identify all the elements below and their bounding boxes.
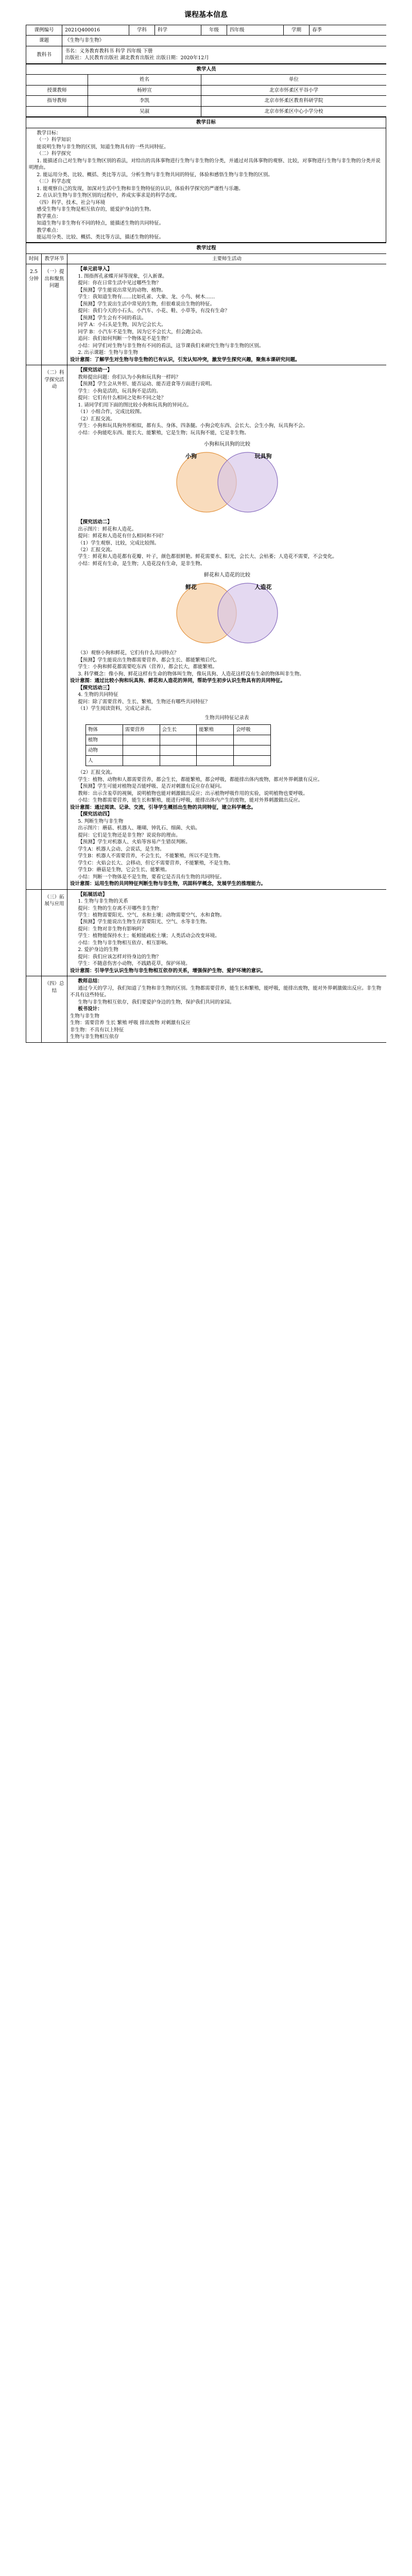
text-line: 4. 生物的共同特征 [78,692,118,698]
record-row-label: 动物 [86,745,123,756]
text-line: 提问：它们是生物还是非生物？说说你的理由。 [78,832,181,838]
text-line: 生物与非生物相互依存 [70,1034,119,1040]
text-line: 【探究活动一】 [78,367,112,374]
text-line: 提问：我们应该怎样对待身边的生物？ [78,954,161,960]
text-line: 【预测】学生能说出生物生存需要阳光、空气、水等非生物。 [78,919,210,925]
team-name: 吴淑 [88,106,201,116]
text-line: （1）学生阅读资料，完成记录表。 [78,706,154,712]
text-line: 提问：鲜花和人造花有什么相同和不同？ [78,533,166,539]
text-line: 提问：除了需要营养、生长、繁殖，生物还有哪些共同特征？ [78,699,210,705]
record-header: 会生长 [160,725,197,735]
text-line: 5. 判断生物与非生物 [78,818,124,824]
team-col-unit: 单位 [201,75,387,85]
team-name: 杨婷宣 [88,85,201,95]
text-line: 学生：不随意伤害小动物，不践踏花草，保护环境。 [78,961,191,967]
text-line: 【预测】学生可能对植物是否能呼吸、是否对刺激有反应存在疑问。 [78,784,225,790]
text-line: 提问：你在日常生活中见过哪些生物？ [78,280,161,286]
venn-right-label: 人造花 [254,584,272,591]
text-line: 学生：植物、动物和人都需要营养，都会生长，都能繁殖，都会呼吸，都能排出体内废物，都对外界刺激有反应。 [78,776,323,783]
record-row [86,745,271,756]
text-line: （一）科学知识 [37,137,71,143]
text-line: 【预测】学生对机器人、火焰等容易产生错误判断。 [78,839,191,845]
record-header: 物体 [86,725,123,735]
text-line: 2. 出示课题：生物与非生物 [78,350,138,356]
subject-label: 学科 [129,25,155,35]
record-header: 能繁殖 [197,725,234,735]
text-line: 1. 图指挥孔雀蝶开屏等现象，引入新课。 [78,273,167,279]
text-line: 【探究活动二】 [78,519,112,526]
textbook-label: 教科书 [26,46,62,63]
venn-title: 鲜花和人造花的比较 [203,572,250,579]
team-unit: 北京市怀柔区教育科研学院 [201,96,387,106]
venn-right-circle [218,583,278,643]
team-unit: 北京市怀柔区中心小学分校 [201,106,387,116]
text-line: 小结：判断一个物体是不是生物，要看它是否具有生物的共同特征。 [78,874,225,880]
text-line: 【拓展活动】 [78,891,108,897]
goals-table [26,117,386,243]
process-header: 教学过程 [26,243,387,253]
text-line: 小结：生物都需要营养，能生长和繁殖，能进行呼吸，能排出体内产生的废物，能对外界刺激做出反应。 [78,798,303,804]
text-line: （三）科学态度 [37,179,71,185]
stage-content [67,889,387,976]
team-col-name: 姓名 [88,75,201,85]
venn-diagram-flower [134,569,320,647]
text-line: 设计意图：通过比较小狗和玩具狗、鲜花和人造花的异同，帮助学生初步认识生物具有的共同特征。 [70,678,286,684]
col-stage: 时间 [26,253,42,264]
text-line: 2. 能运用分类、比较、概括、类比等方法，分析生物与非生物共同的特征，体验和感悟生物与非生物的区别。 [37,172,273,178]
team-role: 授课教师 [26,85,88,95]
record-row [86,756,271,766]
text-line: 学生：我知道生物有……比如孔雀、大象、龙、小鸟、树木…… [78,294,215,300]
text-line: 1. 能观察自己的发现，加深对生活中生物和非生物特征的认识，体验科学探究的严谨性与乐趣。 [37,185,244,192]
text-line: 感受生物与非生物是相互依存的，能爱护身边的生物。 [37,207,154,213]
text-line: （2）汇报交流。 [78,770,115,776]
text-line: 【探究活动三】 [78,685,112,691]
goals-header: 教学目标 [26,117,386,128]
textbook-line: 出版社：人民教育出版社 湖北教育出版社 出版日期：2020年12月 [65,55,209,61]
text-line: 2. 爱护身边的生物 [78,947,118,953]
text-line: 提问：生物的生存离不开哪些非生物？ [78,905,161,911]
stage-row [26,976,387,1042]
info-table [26,25,386,64]
text-line: 学生B：机器人不需要营养，不会生长，不能繁殖，所以不是生物。 [78,853,224,859]
stage-content [67,976,387,1042]
text-line: 学生D：蘑菇是生物，它会生长、能繁殖。 [78,867,170,873]
text-line: 学生A：机器人会动、会说话，是生物。 [78,846,165,852]
text-line: 追问：我们如何判断一个物体是不是生物？ [78,336,171,342]
text-line: 小结：鲜花有生命，是生物；人造花没有生命，是非生物。 [78,561,205,567]
text-line: 学生C：火焰会长大、会移动，但它不需要营养，不能繁殖，不是生物。 [78,860,233,866]
record-row-label: 人 [86,756,123,766]
text-line: 【预测】学生会从外形、能否运动、能否进食等方面进行说明。 [78,381,215,387]
team-name: 李凯 [88,96,201,106]
text-line: 1. 能描述自己对生物与非生物区别的看法，对给出的具体事物进行生物与非生物的分类，并通过对具体事物的观察、比较，对事物进行生物与非生物的分类并说明理由。 [29,158,381,171]
text-line: 教师：出示含羞草的视频，说明植物也能对刺激做出反应；出示植物呼吸作用的实验，说明植物也要呼吸。 [78,790,308,796]
text-line: （四）科学、技术、社会与环境 [37,199,106,206]
text-line: 2. 在认识生物与非生物区别的过程中，养成实事求是的科学态度。 [37,193,180,199]
text-line: 1. 请同学们用下面的图比较小狗和玩具狗的异同点。 [78,402,192,408]
record-table [85,724,271,766]
record-row [86,735,271,745]
team-row [26,106,387,116]
record-row-label: 植物 [86,735,123,745]
text-line: 设计意图：引导学生认识生物与非生物相互依存的关系，增强保护生物、爱护环境的意识。 [70,968,266,974]
goals-body [26,128,386,243]
text-line: 生物：需要营养 生长 繁殖 呼吸 排出废物 对刺激有反应 [70,1020,191,1026]
text-line: 小结：同学们对生物与非生物有不同的看法，这节课我们来研究生物与非生物的区别。 [78,343,264,349]
subject-value: 科学 [155,25,201,35]
code-label: 课例编号 [26,25,62,35]
doc-title: 课程基本信息 [184,11,228,19]
stage-row [26,889,387,976]
text-line: 知道生物与非生物有不同的特点，能描述生物的共同特征。 [37,221,164,227]
team-table [26,64,386,117]
text-line: 1. 生物与非生物的关系 [78,899,128,905]
stage-name: （三）拓展与应用 [42,889,67,976]
text-line: （1）学生观察、比较，完成比较图。 [78,540,160,546]
text-line: 出示图片：蘑菇、机器人、珊瑚、钟乳石、细菌、火焰。 [78,825,200,832]
text-line: 小结：小狗能吃东西、能长大、能繁殖，它是生物；玩具狗不能，它是非生物。 [78,430,249,436]
text-line: 同学 A：小石头是生物，因为它会长大。 [78,322,166,328]
venn-right-label: 玩具狗 [254,453,272,460]
text-line: （3）观察小狗和鲜花，它们有什么共同特点？ [78,650,179,656]
text-line: 设计意图：运用生物的共同特征判断生物与非生物，巩固科学概念，发展学生的推理能力。 [70,881,266,887]
team-role: 指导教师 [26,96,88,106]
venn-left-label: 小狗 [185,453,197,460]
text-line: 同学 B：小汽车不是生物，因为它不会长大，但会跑会动。 [78,329,205,335]
topic-value: 《生物与非生物》 [62,36,387,46]
term-value: 春季 [310,25,387,35]
text-line: 提问：它们有什么相同之处和不同之处？ [78,395,166,401]
text-line: 提问：我们今天的小石头、小汽车、小花、鞋、小草等，有没有生命？ [78,308,230,314]
stage-time: 2.5 分钟 [26,264,42,365]
team-row [26,96,387,106]
text-line: 出示图片：鲜花和人造花。 [78,526,137,532]
text-line: 教学难点： [37,227,61,233]
record-title: 生物共同特征记录表 [204,715,249,721]
stage-name: （一）提出和聚焦问题 [42,264,67,365]
venn-title: 小狗和玩具狗的比较 [203,442,250,448]
text-line: 提问：生物对非生物有影响吗？ [78,926,147,932]
process-table [26,243,386,1042]
code-value: 2021Q400016 [62,25,129,35]
text-line: 板书设计： [78,1006,102,1012]
text-line: 教师提出问题：你们认为小狗和玩具狗一样吗？ [78,374,181,380]
text-line: 设计意图：了解学生对生物与非生物的已有认识，引发认知冲突，激发学生探究兴趣，聚焦本课研究问题。 [70,357,300,363]
stage-row [26,365,387,889]
text-line: 【预测】学生能说出生物都需要营养、都会生长、都能繁殖后代。 [78,657,220,663]
text-line: 能说明生物与非生物的区别，知道生物具有的一些共同特征。 [37,144,169,150]
text-line: 生物与非生物 [70,1013,100,1019]
text-line: （2）汇报交流。 [78,416,115,422]
text-line: 【单元前导入】 [78,266,112,273]
col-main: 主要师生活动 [67,253,387,264]
text-line: 非生物：不具有以上特征 [70,1027,124,1033]
text-line: 【预测】学生会有不同的看法。 [78,315,147,321]
text-line: 学生：鲜花和人造花都有花瓣、叶子，颜色都很鲜艳。鲜花需要水、阳光，会长大、会枯萎；人造花不需要，不会变化。 [78,554,337,560]
text-line: 小结：生物与非生物相互依存、相互影响。 [78,940,171,946]
team-row [26,85,387,95]
text-line: 教学重点： [37,213,61,219]
stage-name: （四）总结 [42,976,67,1042]
text-line: 教师总结： [78,978,102,985]
text-line: 学生：植物需要阳光、空气、水和土壤；动物需要空气、水和食物。 [78,912,225,918]
text-line: 学生：小狗是活的，玩具狗不是活的。 [78,388,161,394]
text-line: 【预测】学生能说出常见的动物、植物。 [78,287,166,293]
stage-content [67,264,387,365]
topic-label: 课题 [26,36,62,46]
textbook-value [62,46,387,63]
team-unit: 北京市怀柔区平谷小学 [201,85,387,95]
textbook-line: 书名：义务教育教科书 科学 四年级 下册 [65,48,153,54]
stage-name: （二）科学探究活动 [42,365,67,889]
text-line: 教学目标： [37,130,61,136]
stage-content [67,365,387,889]
col-activity: 教学环节 [42,253,67,264]
term-label: 学期 [284,25,310,35]
record-header: 会呼吸 [234,725,271,735]
venn-diagram-dog [134,438,320,516]
text-line: 通过今天的学习，我们知道了生物和非生物的区别。生物都需要营养，能生长和繁殖，能呼吸，能排出废物，能对外界刺激做出反应。非生物不具有这些特征。 [70,985,382,998]
team-role [26,106,88,116]
text-line: （2）汇报交流。 [78,547,115,553]
text-line: 生物与非生物相互依存，我们要爱护身边的生物，保护我们共同的家园。 [78,999,235,1005]
text-line: 设计意图：通过阅读、记录、交流，引导学生概括出生物的共同特征，建立科学概念。 [70,804,256,810]
text-line: 学生：小狗和鲜花都需要吃东西（营养），都会长大，都能繁殖。 [78,664,217,670]
venn-left-label: 鲜花 [185,584,197,591]
record-header: 需要营养 [123,725,160,735]
text-line: 【探究活动四】 [78,811,112,818]
text-line: 【预测】学生说出生活中常见的生物，但很难说出生物的特征。 [78,301,215,307]
grade-value: 四年级 [227,25,284,35]
text-line: （1）小组合作，完成比较图。 [78,409,145,415]
lesson-plan-page [26,0,386,2576]
text-line: 学生：小狗和玩具狗外形相似，都有头、身体、四条腿。小狗会吃东西、会长大、会生小狗，玩具狗不会。 [78,423,308,429]
team-header: 教学人员 [26,64,387,74]
grade-label: 年级 [201,25,227,35]
text-line: 能运用分类、比较、概括、类比等方法，描述生物的特征。 [37,234,164,240]
text-line: （二）科学探究 [37,151,71,157]
text-line: 3. 科学概念：像小狗、鲜花这样有生命的物体叫生物，像玩具狗、人造花这样没有生命的物体叫非生物。 [78,671,304,677]
venn-right-circle [218,452,278,512]
text-line: 学生：植物能保持水土；蚯蚓能疏松土壤；人类活动会改变环境。 [78,933,220,939]
stage-row [26,264,387,365]
